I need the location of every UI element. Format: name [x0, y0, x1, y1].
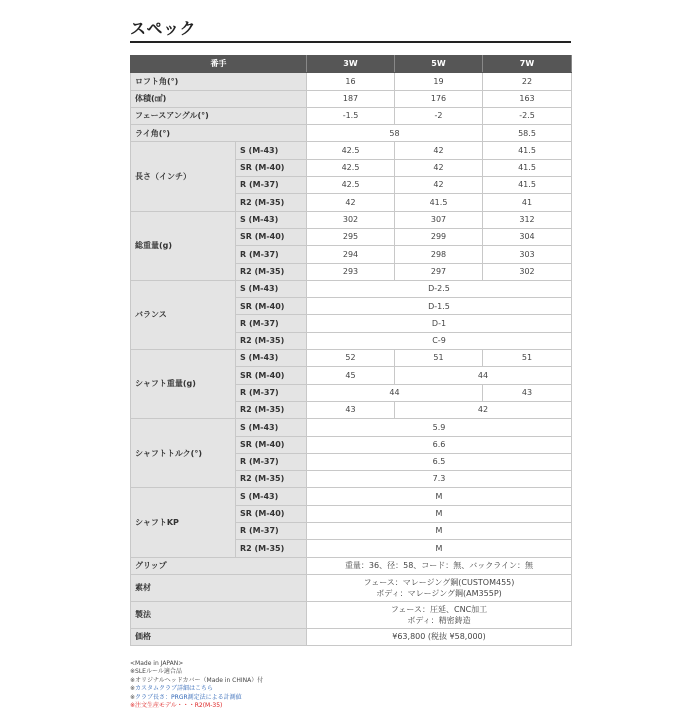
process-face: フェース：圧延、CNC加工	[390, 604, 488, 614]
table-cell: 6.5	[307, 453, 572, 470]
table-row	[131, 211, 572, 228]
table-cell: M	[307, 505, 572, 522]
price-value: ¥63,800 (税抜 ¥58,000)	[307, 628, 572, 645]
note-order: ※注文生産モデル・・・R2(M-35)	[130, 702, 223, 710]
row-label-torque: シャフトトルク(°)	[131, 419, 236, 488]
row-label-grip: グリップ	[131, 557, 307, 574]
row-label-weight: 総重量(g)	[131, 211, 236, 280]
row-label-shaft-weight: シャフト重量(g)	[131, 350, 236, 419]
table-cell: M	[307, 488, 572, 505]
note-made-in: <Made in JAPAN>	[130, 660, 184, 667]
header-col-7w: 7W	[483, 56, 572, 73]
flex-label: S (M-43)	[236, 142, 307, 159]
table-cell: 51	[395, 350, 483, 367]
table-cell: -2	[395, 107, 483, 124]
table-cell: 43	[483, 384, 572, 401]
title-divider	[130, 41, 571, 43]
table-cell: 44	[307, 384, 483, 401]
flex-label: SR (M-40)	[236, 367, 307, 384]
table-cell: 41.5	[483, 159, 572, 176]
table-cell	[307, 574, 572, 601]
table-cell: 58.5	[483, 125, 572, 142]
spec-table	[130, 55, 572, 646]
table-cell	[307, 601, 572, 628]
table-row	[131, 142, 572, 159]
table-cell: 187	[307, 90, 395, 107]
flex-label: S (M-43)	[236, 280, 307, 297]
table-cell: 293	[307, 263, 395, 280]
table-cell: 304	[483, 228, 572, 245]
table-row	[131, 350, 572, 367]
table-cell: 43	[307, 401, 395, 418]
table-cell: 312	[483, 211, 572, 228]
table-cell: 41.5	[483, 177, 572, 194]
header-label: 番手	[131, 56, 307, 73]
table-cell: 58	[307, 125, 483, 142]
flex-label: R2 (M-35)	[236, 194, 307, 211]
page-title: スペック	[130, 19, 197, 38]
flex-label: S (M-43)	[236, 211, 307, 228]
table-cell: 51	[483, 350, 572, 367]
row-label-lie: ライ角(°)	[131, 125, 307, 142]
flex-label: SR (M-40)	[236, 436, 307, 453]
table-cell: 294	[307, 246, 395, 263]
table-header-row	[131, 56, 572, 73]
flex-label: R (M-37)	[236, 523, 307, 540]
note-headcover: ※オリジナルヘッドカバー（Made in CHINA）付	[130, 676, 264, 684]
table-cell: 303	[483, 246, 572, 263]
note-length	[130, 694, 263, 702]
table-cell: 297	[395, 263, 483, 280]
table-cell: 42.5	[307, 142, 395, 159]
table-cell: 45	[307, 367, 395, 384]
flex-label: R2 (M-35)	[236, 401, 307, 418]
header-col-3w: 3W	[307, 56, 395, 73]
table-row	[131, 419, 572, 436]
flex-label: SR (M-40)	[236, 159, 307, 176]
table-cell: 19	[395, 73, 483, 90]
table-row	[131, 73, 572, 90]
flex-label: SR (M-40)	[236, 298, 307, 315]
flex-label: S (M-43)	[236, 350, 307, 367]
row-label-length: 長さ（インチ）	[131, 142, 236, 211]
table-cell: 5.9	[307, 419, 572, 436]
table-cell: -2.5	[483, 107, 572, 124]
table-row	[131, 107, 572, 124]
flex-label: R2 (M-35)	[236, 263, 307, 280]
flex-label: R2 (M-35)	[236, 471, 307, 488]
table-row	[131, 628, 572, 645]
table-cell: 302	[307, 211, 395, 228]
table-cell: 44	[395, 367, 572, 384]
table-row	[131, 280, 572, 297]
table-cell: 42	[395, 159, 483, 176]
table-cell: 52	[307, 350, 395, 367]
table-cell: 295	[307, 228, 395, 245]
flex-label: R2 (M-35)	[236, 540, 307, 557]
table-cell: M	[307, 523, 572, 540]
measurement-link[interactable]: クラブ長さ：PRGR測定法による計測値	[135, 693, 242, 701]
flex-label: S (M-43)	[236, 419, 307, 436]
table-cell: 42.5	[307, 177, 395, 194]
table-row	[131, 574, 572, 601]
note-prefix: ※	[130, 685, 136, 693]
table-cell: 41	[483, 194, 572, 211]
note-custom	[130, 685, 263, 693]
table-row	[131, 90, 572, 107]
flex-label: R2 (M-35)	[236, 332, 307, 349]
table-cell: 重量：36、径：58、コード：無、バックライン：無	[307, 557, 572, 574]
row-label-price: 価格	[131, 628, 307, 645]
flex-label: R (M-37)	[236, 453, 307, 470]
table-cell: 299	[395, 228, 483, 245]
table-cell: 42.5	[307, 159, 395, 176]
header-col-5w: 5W	[395, 56, 483, 73]
table-cell: 22	[483, 73, 572, 90]
table-row	[131, 125, 572, 142]
note-rule: ※SLEルール適合品	[130, 668, 182, 676]
custom-club-link[interactable]: カスタムクラブ詳細はこちら	[135, 685, 214, 693]
table-cell: 42	[395, 177, 483, 194]
flex-label: R (M-37)	[236, 246, 307, 263]
table-cell: 6.6	[307, 436, 572, 453]
material-body: ボディ：マレージング鋼(AM355P)	[376, 588, 502, 598]
table-cell: 41.5	[395, 194, 483, 211]
material-face: フェース：マレージング鋼(CUSTOM455)	[363, 577, 515, 587]
row-label-material: 素材	[131, 574, 307, 601]
table-cell: 298	[395, 246, 483, 263]
table-cell: M	[307, 540, 572, 557]
row-label-balance: バランス	[131, 280, 236, 349]
table-cell: D-1	[307, 315, 572, 332]
table-cell: 302	[483, 263, 572, 280]
flex-label: R (M-37)	[236, 315, 307, 332]
table-row	[131, 557, 572, 574]
row-label-volume: 体積(㎤)	[131, 90, 307, 107]
table-cell: 41.5	[483, 142, 572, 159]
flex-label: R (M-37)	[236, 384, 307, 401]
flex-label: R (M-37)	[236, 177, 307, 194]
flex-label: SR (M-40)	[236, 228, 307, 245]
row-label-loft: ロフト角(°)	[131, 73, 307, 90]
flex-label: S (M-43)	[236, 488, 307, 505]
table-cell: 176	[395, 90, 483, 107]
note-prefix: ※	[130, 693, 136, 701]
row-label-kp: シャフトKP	[131, 488, 236, 557]
table-cell: 42	[307, 194, 395, 211]
table-cell: 42	[395, 142, 483, 159]
table-cell: 42	[395, 401, 572, 418]
table-cell: D-1.5	[307, 298, 572, 315]
table-cell: -1.5	[307, 107, 395, 124]
table-cell: 16	[307, 73, 395, 90]
row-label-process: 製法	[131, 601, 307, 628]
table-cell: C-9	[307, 332, 572, 349]
table-cell: 163	[483, 90, 572, 107]
flex-label: SR (M-40)	[236, 505, 307, 522]
row-label-face-angle: フェースアングル(°)	[131, 107, 307, 124]
table-cell: D-2.5	[307, 280, 572, 297]
table-cell: 7.3	[307, 471, 572, 488]
table-row	[131, 601, 572, 628]
footnotes	[130, 660, 263, 710]
table-row	[131, 488, 572, 505]
table-cell: 307	[395, 211, 483, 228]
process-body: ボディ：精密鋳造	[407, 615, 471, 625]
